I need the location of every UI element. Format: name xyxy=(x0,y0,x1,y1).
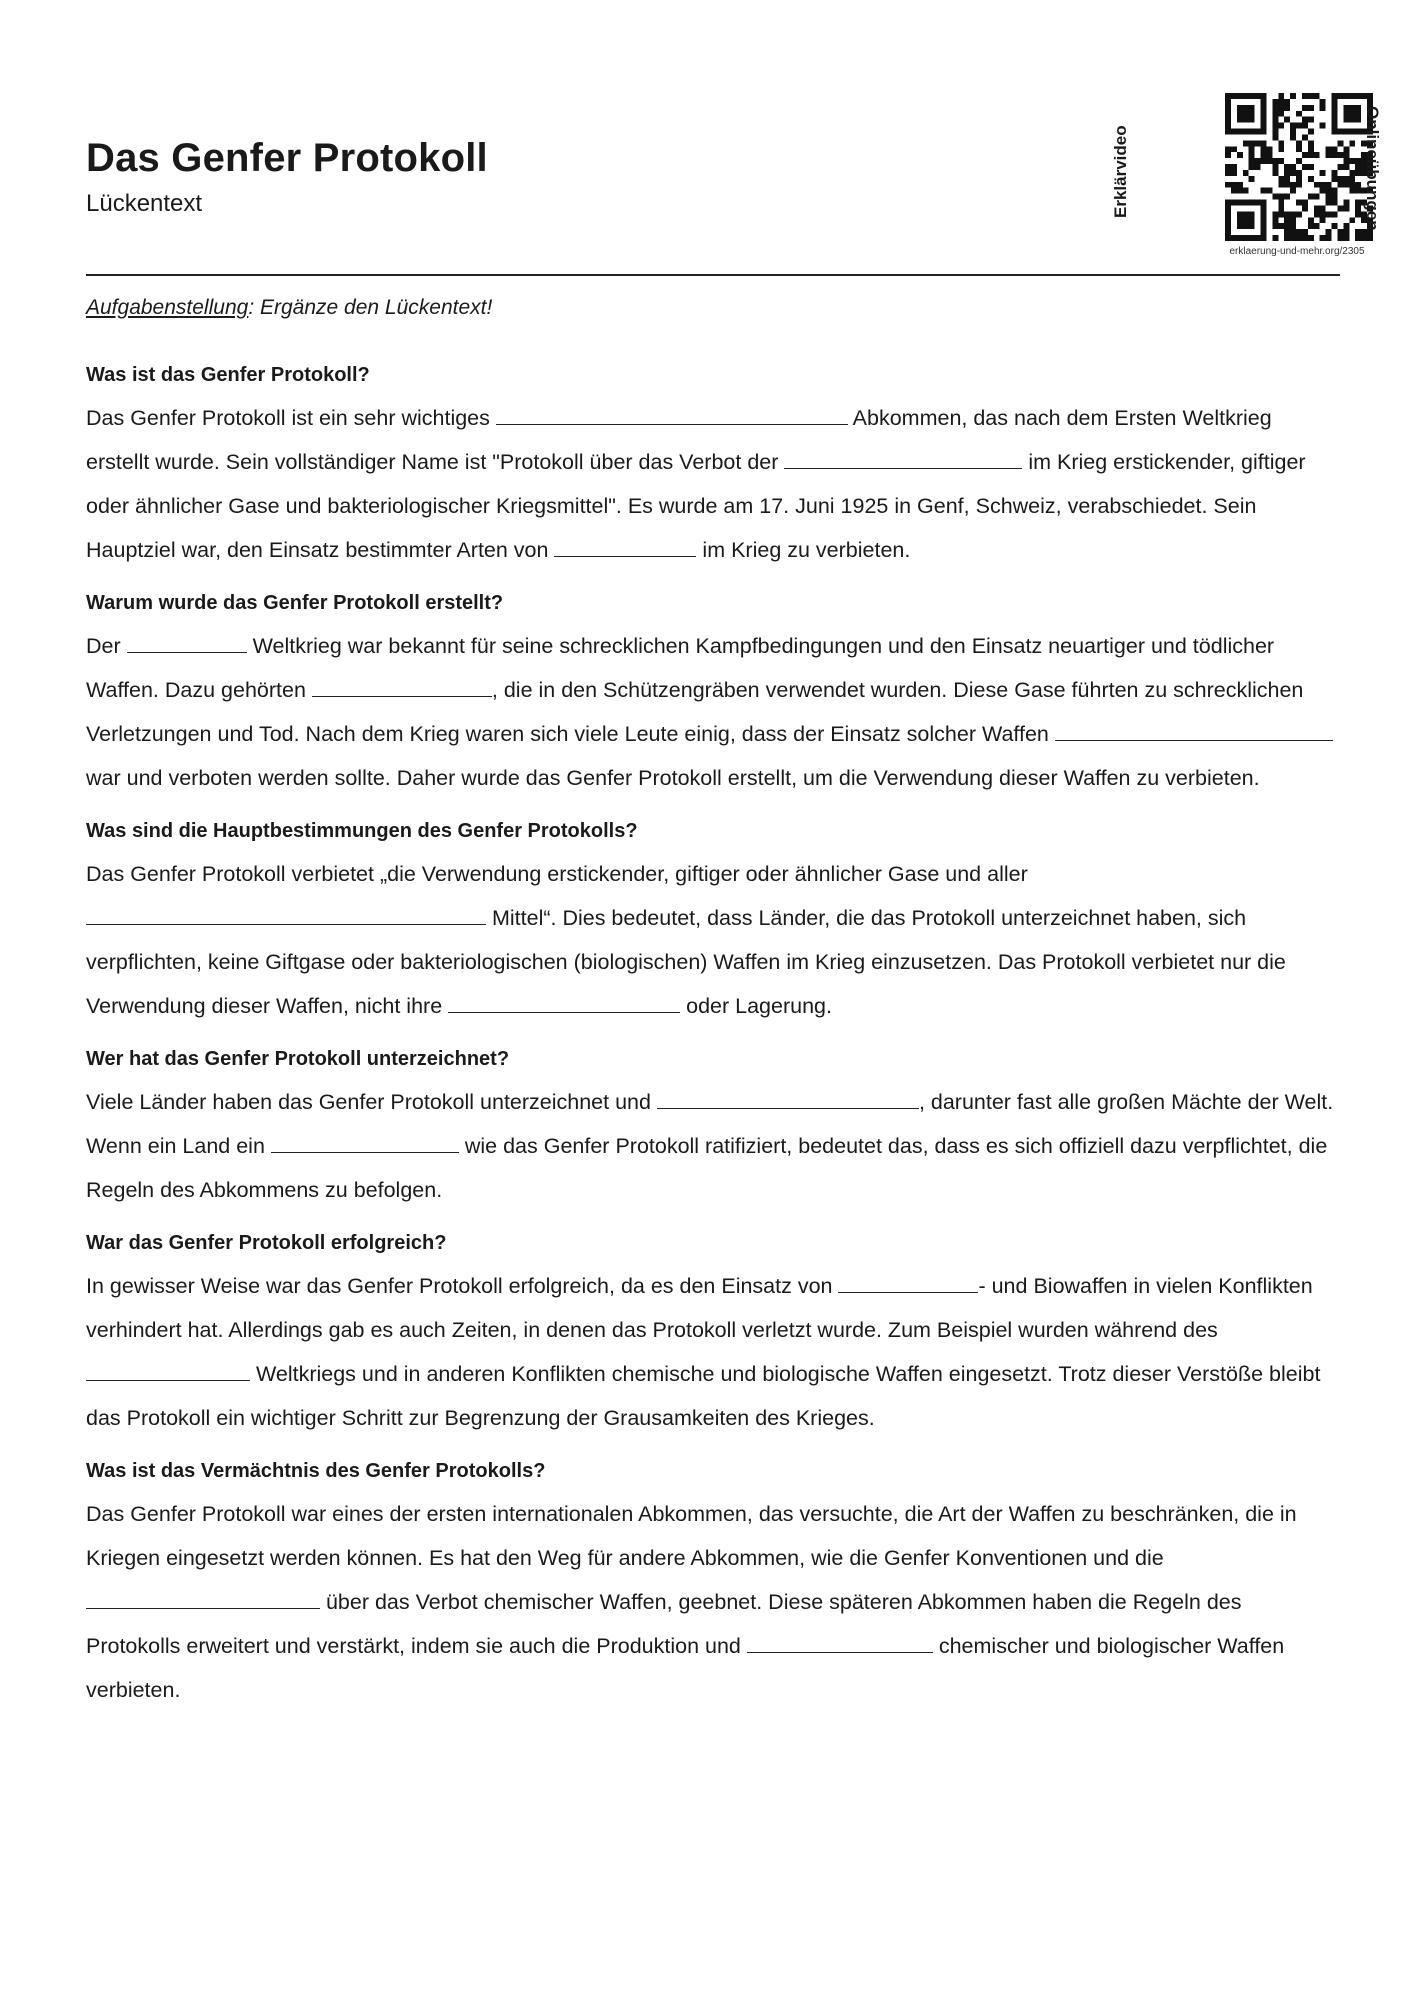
task-instruction xyxy=(86,296,492,320)
page-title: Das Genfer Protokoll xyxy=(86,136,488,180)
text-run: Das Genfer Protokoll war eines der ersten internationalen Abkommen, das versuchte, die Art der Waffen zu beschränken, die in Kriegen eingesetzt werden können. Es hat den Weg für andere Abkommen, wie die Genfer Konventionen und die xyxy=(86,1502,1297,1570)
blank-field[interactable] xyxy=(784,448,1022,469)
text-run: im Krieg zu verbieten. xyxy=(696,538,911,562)
task-text: Ergänze den Lückentext! xyxy=(254,296,493,319)
header-divider xyxy=(86,274,1340,276)
blank-field[interactable] xyxy=(271,1132,459,1153)
section-heading: Wer hat das Genfer Protokoll unterzeichnet? xyxy=(86,1048,510,1070)
section-what-is xyxy=(86,360,1340,572)
text-run: Der xyxy=(86,634,127,658)
blank-field[interactable] xyxy=(86,1360,250,1381)
worksheet-page xyxy=(86,0,1382,2000)
section-success xyxy=(86,1228,1340,1440)
blank-field[interactable] xyxy=(838,1272,978,1293)
text-run: war und verboten werden sollte. Daher wurde das Genfer Protokoll erstellt, um die Verwendung dieser Waffen zu verbieten. xyxy=(86,766,1260,790)
page-subtitle: Lückentext xyxy=(86,190,203,217)
blank-field[interactable] xyxy=(312,676,492,697)
section-paragraph xyxy=(86,396,1340,572)
task-label: Aufgabenstellung xyxy=(86,296,249,319)
text-run: Abkommen, das nach dem Ersten Weltkrieg erstellt wurde. Sein vollständiger Name ist "Protokoll über das Verbot der xyxy=(86,406,1272,474)
section-paragraph xyxy=(86,1080,1340,1212)
blank-field[interactable] xyxy=(657,1088,919,1109)
section-provisions xyxy=(86,816,1340,1028)
blank-field[interactable] xyxy=(747,1632,933,1653)
blank-field[interactable] xyxy=(1055,720,1333,741)
qr-block xyxy=(1104,92,1404,268)
blank-field[interactable] xyxy=(127,632,247,653)
explainer-video-label: Erklärvideo xyxy=(1111,125,1130,218)
text-run: Viele Länder haben das Genfer Protokoll unterzeichnet und xyxy=(86,1090,657,1114)
section-heading: War das Genfer Protokoll erfolgreich? xyxy=(86,1232,447,1254)
text-run: Das Genfer Protokoll ist ein sehr wichtiges xyxy=(86,406,496,430)
blank-field[interactable] xyxy=(86,1588,320,1609)
blank-field[interactable] xyxy=(554,536,696,557)
blank-field[interactable] xyxy=(86,904,486,925)
text-run: chemischer und biologischer Waffen verbieten. xyxy=(86,1634,1285,1702)
text-run: über das Verbot chemischer Waffen, geebnet. Diese späteren Abkommen haben die Regeln des Protokolls erweitert und verstärkt, indem sie auch die Produktion und xyxy=(86,1590,1242,1658)
text-run: - und Biowaffen in vielen Konflikten verhindert hat. Allerdings gab es auch Zeiten, in denen das Protokoll verletzt wurde. Zum Beispiel wurden während des xyxy=(86,1274,1313,1342)
blank-field[interactable] xyxy=(496,404,848,425)
text-run: im Krieg erstickender, giftiger oder ähnlicher Gase und bakteriologischer Kriegsmittel". Es wurde am 17. Juni 1925 in Genf, Schweiz, verabschiedet. Sein Hauptziel war, den Einsatz bestimmter Arten von xyxy=(86,450,1306,562)
section-signatories xyxy=(86,1044,1340,1212)
section-heading: Was ist das Genfer Protokoll? xyxy=(86,364,370,386)
text-run: , die in den Schützengräben verwendet wurden. Diese Gase führten zu schrecklichen Verletzungen und Tod. Nach dem Krieg waren sich viele Leute einig, dass der Einsatz solcher Waffen xyxy=(86,678,1304,746)
text-run: Weltkriegs und in anderen Konflikten chemische und biologische Waffen eingesetzt. Trotz dieser Verstöße bleibt das Protokoll ein wichtiger Schritt zur Begrenzung der Grausamkeiten des Krieges. xyxy=(86,1362,1321,1430)
text-run: wie das Genfer Protokoll ratifiziert, bedeutet das, dass es sich offiziell dazu verpflichtet, die Regeln des Abkommens zu befolgen. xyxy=(86,1134,1328,1202)
section-paragraph xyxy=(86,852,1340,1028)
text-run: , darunter fast alle großen Mächte der Welt. Wenn ein Land ein xyxy=(86,1090,1334,1158)
section-paragraph xyxy=(86,624,1340,800)
online-exercises-label: Onlineübungen xyxy=(1363,106,1382,231)
qr-code-icon[interactable] xyxy=(1225,92,1373,242)
section-why xyxy=(86,588,1340,800)
section-paragraph xyxy=(86,1492,1340,1712)
blank-field[interactable] xyxy=(448,992,680,1013)
text-run: Weltkrieg war bekannt für seine schrecklichen Kampfbedingungen und den Einsatz neuartiger und tödlicher Waffen. Dazu gehörten xyxy=(86,634,1275,702)
section-legacy xyxy=(86,1456,1340,1712)
section-heading: Was ist das Vermächtnis des Genfer Protokolls? xyxy=(86,1460,546,1482)
section-heading: Warum wurde das Genfer Protokoll erstellt? xyxy=(86,592,504,614)
text-run: oder Lagerung. xyxy=(680,994,832,1018)
text-run: Mittel“. Dies bedeutet, dass Länder, die das Protokoll unterzeichnet haben, sich verpflichten, keine Giftgase oder bakteriologischen (biologischen) Waffen im Krieg einzusetzen. Das Protokoll verbietet nur die Verwendung dieser Waffen, nicht ihre xyxy=(86,906,1286,1018)
section-paragraph xyxy=(86,1264,1340,1440)
text-run: Das Genfer Protokoll verbietet „die Verwendung erstickender, giftiger oder ähnlicher Gase und aller xyxy=(86,862,1028,886)
section-heading: Was sind die Hauptbestimmungen des Genfer Protokolls? xyxy=(86,820,638,842)
qr-url: erklaerung-und-mehr.org/2305 xyxy=(1229,246,1365,257)
task-colon: : xyxy=(248,296,255,319)
text-run: In gewisser Weise war das Genfer Protokoll erfolgreich, da es den Einsatz von xyxy=(86,1274,839,1298)
cloze-text xyxy=(86,360,1340,1728)
